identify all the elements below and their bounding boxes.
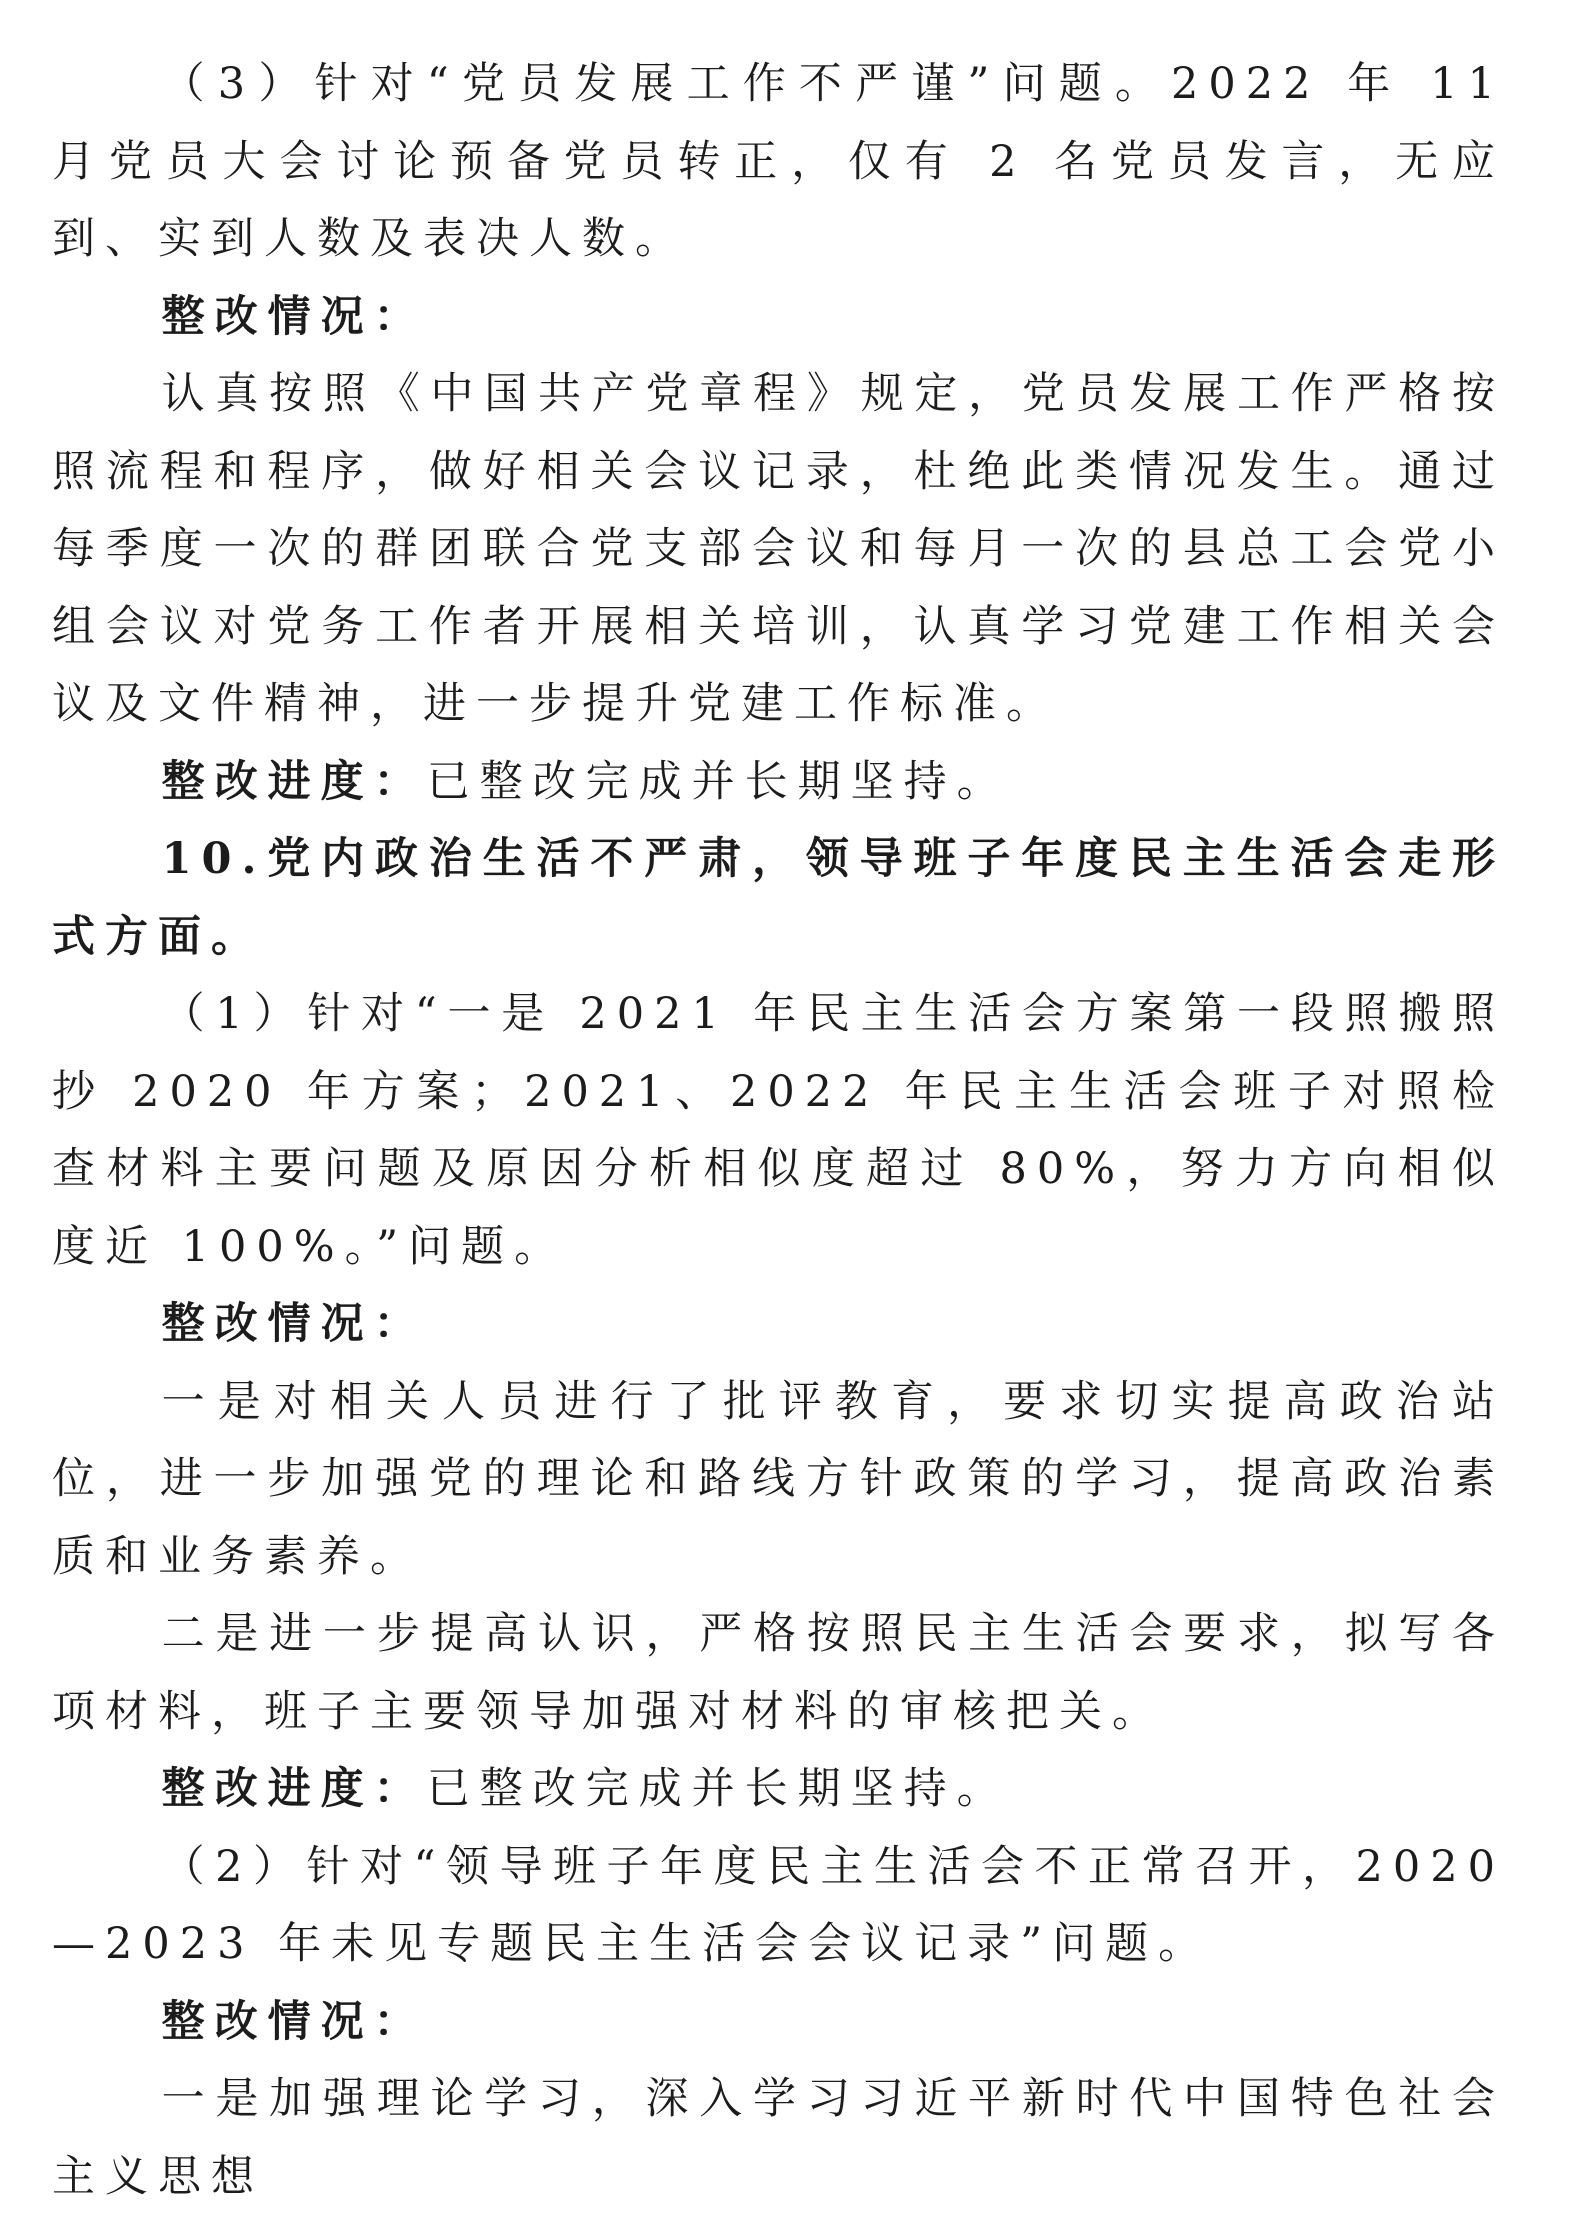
paragraph-issue-2: （2）针对“领导班子年度民主生活会不正常召开，2020—2023 年未见专题民主生活会会议记录”问题。 <box>52 1841 1505 1969</box>
heading-rectification-status-3: 整改情况： <box>161 1996 427 2047</box>
progress-label: 整改进度： <box>161 756 427 807</box>
progress-label-2: 整改进度： <box>161 1764 427 1814</box>
paragraph-measure-3: 一是加强理论学习，深入学习习近平新时代中国特色社会主义思想 <box>52 2074 1505 2202</box>
paragraph-measure-2: 二是进一步提高认识，严格按照民主生活会要求，拟写各项材料，班子主要领导加强对材料的审核把关。 <box>52 1609 1505 1737</box>
paragraph-rectification-progress <box>52 744 1505 822</box>
paragraph-issue-1: （1）针对“一是 2021 年民主生活会方案第一段照搬照抄 2020 年方案；2021、2022 年民主生活会班子对照检查材料主要问题及原因分析相似度超过 80%，努力方向相似度近 100%。”问题。 <box>52 989 1505 1272</box>
section-heading-10: 10.党内政治生活不严肃，领导班子年度民主生活会走形式方面。 <box>52 834 1505 962</box>
progress-text-2: 已整改完成并长期坚持。 <box>426 1764 1010 1814</box>
progress-text: 已整改完成并长期坚持。 <box>426 756 1010 807</box>
paragraph-measure-1: 一是对相关人员进行了批评教育，要求切实提高政治站位，进一步加强党的理论和路线方针政策的学习，提高政治素质和业务素养。 <box>52 1376 1505 1582</box>
heading-rectification-status-2: 整改情况： <box>161 1299 427 1349</box>
heading-rectification-status: 整改情况： <box>161 291 427 342</box>
paragraph-rectification-progress-2 <box>52 1751 1505 1829</box>
paragraph-issue-3: （3）针对“党员发展工作不严谨”问题。2022 年 11 月党员大会讨论预备党员转正，仅有 2 名党员发言，无应到、实到人数及表决人数。 <box>52 59 1505 264</box>
paragraph-rectification-details: 认真按照《中国共产党章程》规定，党员发展工作严格按照流程和程序，做好相关会议记录，杜绝此类情况发生。通过每季度一次的群团联合党支部会议和每月一次的县总工会党小组会议对党务工作者开展相关培训，认真学习党建工作相关会议及文件精神，进一步提升党建工作标准。 <box>52 369 1505 729</box>
